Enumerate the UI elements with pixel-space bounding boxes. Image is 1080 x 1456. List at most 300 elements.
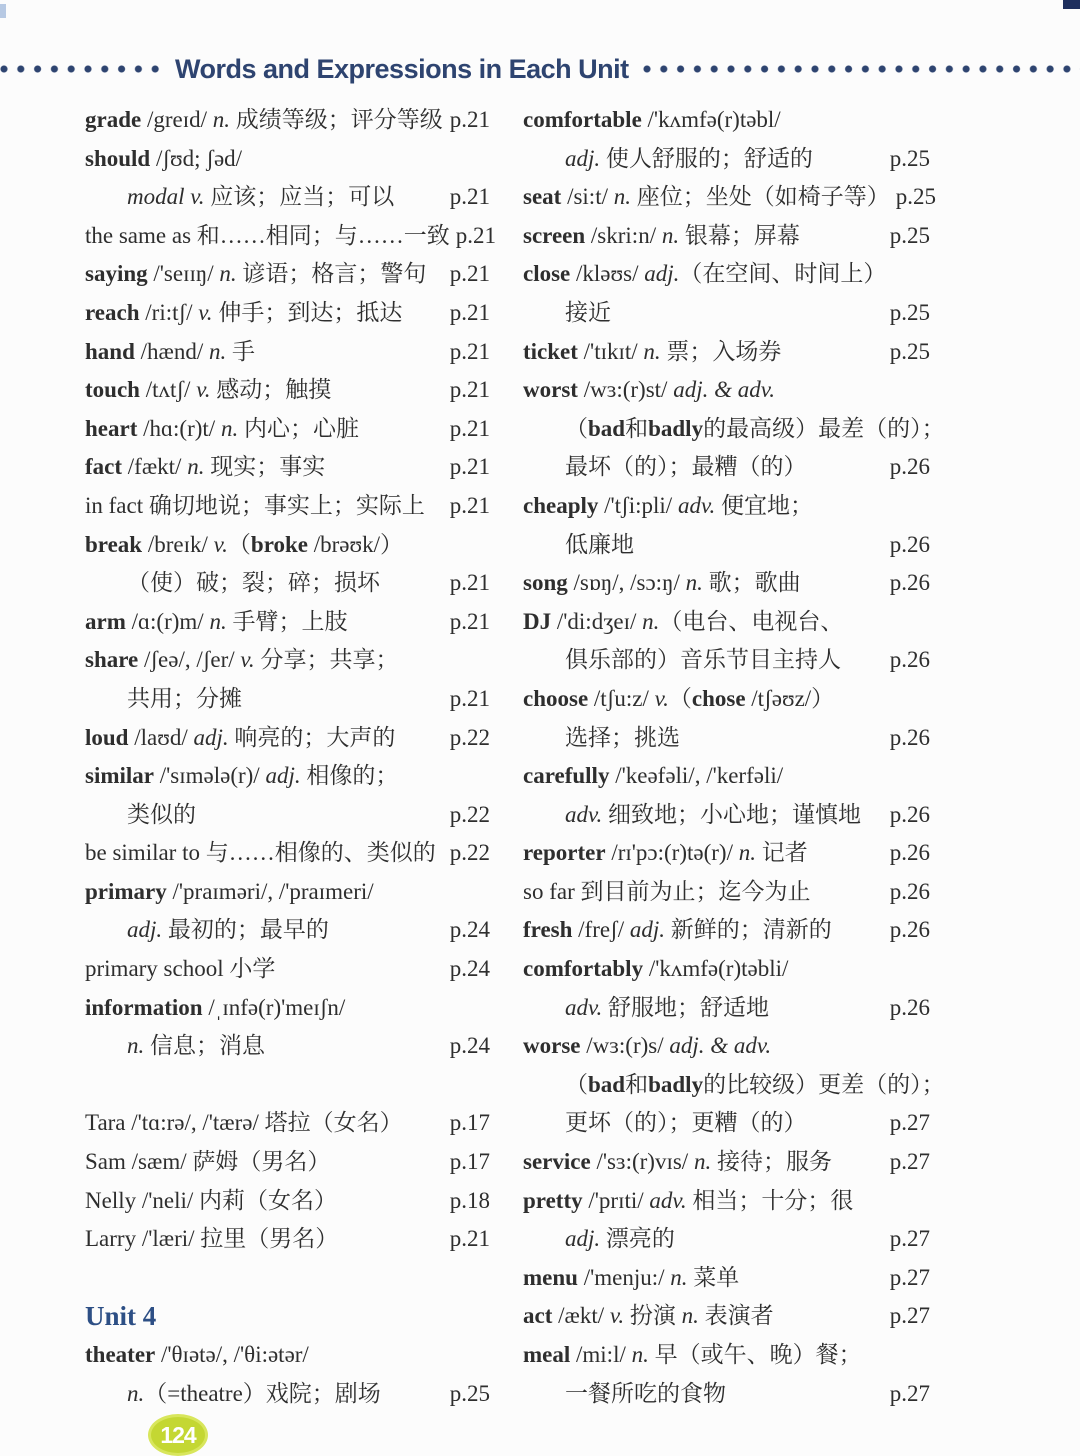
entry-text: 最坏（的）；最糟（的） <box>565 454 807 480</box>
entry-content <box>85 873 374 912</box>
entry-text: /ʃeə/, /ʃer/ <box>138 647 241 673</box>
headword: primary <box>85 878 167 904</box>
entry-content <box>523 333 781 372</box>
entry-text: 响亮的；大声的 <box>228 724 396 750</box>
headword: choose <box>523 685 589 711</box>
vocab-line <box>85 873 490 912</box>
entry-content <box>85 410 359 449</box>
vocab-line <box>85 1220 490 1259</box>
entry-content <box>523 1297 774 1336</box>
entry-content <box>85 564 380 603</box>
page-ref: p.17 <box>449 1110 490 1136</box>
entry-content <box>85 1220 338 1259</box>
entry-content <box>85 641 398 680</box>
entry-text: 成绩等级；评分等级 <box>230 107 443 132</box>
vocab-line <box>85 1027 490 1066</box>
vocab-line <box>85 526 490 565</box>
entry-content <box>523 1259 739 1298</box>
headword: reach <box>85 299 140 325</box>
vocab-line <box>523 873 930 912</box>
headword: heart <box>85 415 138 441</box>
entry-text: （ <box>565 415 588 441</box>
headword: bad <box>588 1071 626 1097</box>
vocab-line <box>523 101 930 140</box>
vocab-line <box>85 448 490 487</box>
headword: cheaply <box>523 492 599 518</box>
headword: reporter <box>523 840 606 866</box>
pos-label: n. <box>738 840 756 866</box>
entry-content <box>85 1336 309 1375</box>
entry-text: /'kʌmfə(r)təbl/ <box>641 107 781 132</box>
headword: worse <box>523 1033 581 1059</box>
vocab-line <box>85 719 490 758</box>
page-ref: p.27 <box>889 1303 930 1329</box>
dotted-line-left <box>0 65 163 73</box>
unit-heading <box>85 1297 490 1336</box>
entry-text: /'prɪti/ <box>582 1187 650 1213</box>
vocab-line <box>85 680 490 719</box>
headword: grade <box>85 107 142 132</box>
entry-text: 菜单 <box>687 1264 740 1290</box>
entry-text: （使）破；裂；碎；损坏 <box>127 570 380 596</box>
pos-label: n. <box>670 1264 688 1290</box>
vocab-line <box>85 641 490 680</box>
pos-label: adj. & adv. <box>669 1033 772 1059</box>
page-ref: p.24 <box>449 917 490 943</box>
vocab-line <box>85 217 497 256</box>
entry-content <box>523 217 800 256</box>
headword: arm <box>85 608 126 634</box>
vocab-line <box>523 448 930 487</box>
vocab-line <box>523 1182 930 1221</box>
entry-content <box>523 989 769 1028</box>
blank-line <box>85 1066 490 1105</box>
entry-text: 记者 <box>755 840 808 866</box>
pos-label: n. <box>631 1342 649 1367</box>
headword: information <box>85 994 203 1020</box>
pos-label: n. <box>693 1149 712 1175</box>
page-ref: p.26 <box>889 570 930 596</box>
vocab-line <box>85 757 490 796</box>
vocab-line <box>523 834 930 873</box>
entry-text: /ækt/ <box>552 1303 610 1329</box>
entry-text: 相当；十分；很 <box>686 1187 854 1213</box>
entry-text: /'sɜ:(r)vɪs/ <box>590 1149 694 1175</box>
entry-text: so far 到目前为止；迄今为止 <box>523 878 811 904</box>
entry-text: （ <box>565 1071 588 1097</box>
unit-heading-text: Unit 4 <box>85 1301 157 1332</box>
pos-label: n. <box>209 338 227 364</box>
pos-label: n. <box>220 415 239 441</box>
vocab-line <box>85 333 490 372</box>
pos-label: adv. <box>565 801 603 827</box>
vocab-line <box>85 911 490 950</box>
page-ref: p.26 <box>889 531 930 557</box>
headword: chose <box>691 685 746 711</box>
vocab-line <box>85 1104 490 1143</box>
vocab-line <box>523 796 930 835</box>
entry-text: /'menju:/ <box>577 1264 671 1290</box>
page-ref: p.26 <box>889 917 930 943</box>
vocab-line <box>523 911 930 950</box>
entry-content <box>85 1297 156 1338</box>
vocab-line <box>85 564 490 603</box>
page-ref: p.26 <box>889 647 930 673</box>
entry-text: /wɜ:(r)s/ <box>580 1033 670 1059</box>
pos-label: adv. <box>565 994 603 1020</box>
entry-text: 一餐所吃的食物 <box>565 1380 726 1406</box>
page-ref: p.25 <box>895 184 936 210</box>
vocab-line <box>523 1027 930 1066</box>
entry-content <box>523 1375 726 1414</box>
page-ref: p.21 <box>449 454 490 480</box>
entry-text: （在空间、时间上） <box>679 261 887 287</box>
headword: break <box>85 531 143 557</box>
headword: worst <box>523 377 578 403</box>
entry-text: 和 <box>625 415 649 441</box>
page-number: 124 <box>160 1421 196 1448</box>
entry-text: 低廉地 <box>565 531 634 557</box>
entry-text: 选择；挑选 <box>565 724 680 750</box>
entry-text: 的最高级）最差（的）； <box>703 415 945 441</box>
entry-text: /'kʌmfə(r)təbli/ <box>643 956 789 982</box>
pos-label: adv. <box>649 1187 687 1213</box>
page-ref: p.21 <box>449 261 490 287</box>
entry-text: 内心；心脏 <box>238 415 359 441</box>
headword: fresh <box>523 917 573 943</box>
entry-text: 信息；消息 <box>144 1033 265 1059</box>
entry-content <box>85 294 402 333</box>
vocab-line <box>523 1066 945 1105</box>
headword: hand <box>85 338 135 364</box>
pos-label: adj. <box>193 724 229 750</box>
pos-label: v. <box>609 1303 625 1329</box>
entry-text: /si:t/ <box>561 184 614 210</box>
headword: broke <box>250 531 308 557</box>
headword: bad <box>588 415 626 441</box>
headword: saying <box>85 261 148 287</box>
scan-artifact-top-right <box>1063 0 1080 9</box>
page-ref: p.21 <box>449 299 490 325</box>
entry-text: /skri:n/ <box>585 222 662 248</box>
entry-text: 现实；事实 <box>204 454 326 480</box>
pos-label: n. <box>661 222 680 248</box>
page-ref: p.27 <box>889 1264 930 1290</box>
entry-content <box>523 1027 771 1066</box>
pos-label: n. <box>643 338 661 364</box>
headword: fact <box>85 454 123 480</box>
vocab-line <box>523 641 930 680</box>
page-ref: p.27 <box>889 1380 930 1406</box>
vocab-column-right <box>523 101 945 1413</box>
vocab-line <box>85 834 490 873</box>
entry-text: /sɒŋ/, /sɔ:ŋ/ <box>567 570 686 596</box>
headword: seat <box>523 184 562 210</box>
headword: comfortable <box>523 107 642 132</box>
words-header <box>0 50 1080 88</box>
headword: badly <box>648 1071 704 1097</box>
entry-content <box>523 487 813 526</box>
entry-content <box>85 526 403 565</box>
pos-label: n. <box>209 608 227 634</box>
entry-content <box>85 178 394 217</box>
pos-label: n. <box>212 107 231 132</box>
entry-text: 新鲜的；清新的 <box>665 917 832 943</box>
entry-text: /wɜ:(r)st/ <box>577 377 674 403</box>
entry-content <box>523 410 945 449</box>
vocab-line <box>523 757 930 796</box>
entry-text: /tʃu:z/ <box>588 685 655 711</box>
entry-content <box>85 448 325 487</box>
headword: share <box>85 647 139 673</box>
entry-text: 票；入场券 <box>660 338 782 364</box>
entry-text: /ʃʊd; ʃəd/ <box>150 145 243 171</box>
page-ref: p.21 <box>449 184 490 210</box>
entry-text: 接待；服务 <box>711 1149 832 1175</box>
entry-text: /'seɪɪŋ/ <box>147 261 220 287</box>
page-ref: p.25 <box>449 1380 490 1406</box>
vocab-line <box>85 178 490 217</box>
entry-content <box>85 255 426 294</box>
entry-content <box>85 757 398 796</box>
vocab-line <box>85 1375 490 1414</box>
entry-content <box>85 719 395 758</box>
page-ref: p.27 <box>889 1149 930 1175</box>
page-ref: p.26 <box>889 994 930 1020</box>
entry-text: /fækt/ <box>122 454 188 480</box>
entry-text: /greɪd/ <box>141 107 213 132</box>
headword: menu <box>523 1264 578 1290</box>
vocab-line <box>85 410 490 449</box>
vocab-line <box>85 989 490 1028</box>
entry-content <box>85 1027 265 1066</box>
headword: pretty <box>523 1187 583 1213</box>
entry-content <box>85 1182 337 1221</box>
entry-content <box>85 950 275 989</box>
pos-label: adj. <box>127 917 163 943</box>
vocab-line <box>523 294 930 333</box>
vocab-line <box>523 680 930 719</box>
entry-content <box>523 757 783 796</box>
entry-text: 扮演 <box>624 1303 682 1329</box>
page-ref: p.21 <box>449 1226 490 1252</box>
page-ref: p.24 <box>449 1033 490 1059</box>
entry-text: 早（或午、晚）餐； <box>648 1342 862 1367</box>
entry-content <box>523 526 634 565</box>
entry-content <box>523 101 781 140</box>
headword: service <box>523 1149 591 1175</box>
entry-content <box>85 371 331 410</box>
pos-label: modal v. <box>127 184 205 210</box>
entry-text: /freʃ/ <box>572 917 630 943</box>
pos-label: adv. <box>677 492 716 518</box>
vocab-line <box>523 1375 930 1414</box>
entry-content <box>523 371 775 410</box>
entry-text: 表演者 <box>698 1303 774 1329</box>
headword: screen <box>523 222 586 248</box>
entry-content <box>523 834 808 873</box>
entry-text: 分享；共享； <box>254 647 399 673</box>
page-ref: p.21 <box>449 377 490 403</box>
headword: loud <box>85 724 129 750</box>
entry-text: （ <box>227 531 251 557</box>
page-ref: p.22 <box>449 801 490 827</box>
entry-content <box>85 217 450 256</box>
entry-content <box>523 796 861 835</box>
entry-text: 类似的 <box>127 801 196 827</box>
pos-label: v. <box>654 685 669 711</box>
vocab-line <box>523 1297 930 1336</box>
vocab-line <box>523 333 930 372</box>
vocab-line <box>85 101 490 140</box>
vocab-line <box>523 410 945 449</box>
entry-text: 更坏（的）；更糟（的） <box>565 1110 807 1136</box>
entry-content <box>523 603 843 642</box>
entry-text: /breɪk/ <box>142 531 214 557</box>
entry-text: be similar to 与……相像的、类似的 <box>85 840 436 866</box>
entry-content <box>523 1336 862 1375</box>
entry-content <box>523 719 680 758</box>
entry-text: 细致地；小心地；谨慎地 <box>602 801 862 827</box>
entry-content <box>523 1143 832 1182</box>
entry-text: 的比较级）更差（的）； <box>703 1071 945 1097</box>
entry-text: /laʊd/ <box>128 724 194 750</box>
entry-text: 共用；分摊 <box>127 685 242 711</box>
vocab-line <box>85 603 490 642</box>
scan-artifact-top-left <box>0 4 6 18</box>
entry-text: /rɪ'pɔ:(r)tə(r)/ <box>605 840 739 866</box>
pos-label: n. <box>613 184 631 210</box>
entry-text: /hænd/ <box>134 338 209 364</box>
entry-text: 谚语；格言；警句 <box>236 261 427 287</box>
entry-content <box>85 796 196 835</box>
vocab-line <box>523 371 930 410</box>
headword: similar <box>85 763 154 789</box>
entry-content <box>85 911 329 950</box>
page-ref: p.27 <box>889 1226 930 1252</box>
page-ref: p.26 <box>889 454 930 480</box>
entry-content <box>85 989 345 1028</box>
entry-text: Sam /sæm/ 萨姆（男名） <box>85 1149 331 1175</box>
entry-text: （ <box>668 685 692 711</box>
page-ref: p.21 <box>449 608 490 634</box>
vocab-line <box>523 1336 930 1375</box>
entry-text: /ri:tʃ/ <box>139 299 199 325</box>
page-ref: p.18 <box>449 1187 490 1213</box>
entry-text: /tʃəʊz/） <box>745 685 835 711</box>
entry-text: /'di:dʒeɪ/ <box>551 608 643 634</box>
entry-content <box>85 1143 330 1182</box>
headword: act <box>523 1303 553 1329</box>
vocab-line <box>85 255 490 294</box>
pos-label: adj. <box>644 261 680 287</box>
entry-text: /hɑ:(r)t/ <box>137 415 221 441</box>
page-ref: p.26 <box>889 801 930 827</box>
entry-content <box>85 101 443 140</box>
entry-content <box>85 834 436 873</box>
entry-text: （=theatre）戏院；剧场 <box>144 1380 381 1406</box>
pos-label: n. <box>685 570 703 596</box>
headword: ticket <box>523 338 578 364</box>
vocab-line <box>523 1143 930 1182</box>
entry-text: 伸手；到达；抵达 <box>212 299 403 325</box>
vocab-line <box>523 564 930 603</box>
pos-label: n. <box>681 1303 699 1329</box>
pos-label: n. <box>187 454 205 480</box>
entry-text: 应该；应当；可以 <box>204 184 395 210</box>
vocab-line <box>523 950 930 989</box>
entry-text: in fact 确切地说；事实上；实际上 <box>85 492 425 518</box>
page-ref: p.17 <box>449 1149 490 1175</box>
pos-label: adj. <box>565 1226 601 1252</box>
page-ref: p.21 <box>449 570 490 596</box>
entry-text: Nelly /'neli/ 内莉（女名） <box>85 1187 338 1213</box>
entry-text: 感动；触摸 <box>210 377 332 403</box>
entry-text: 舒服地；舒适地 <box>602 994 770 1020</box>
vocab-line <box>523 1104 930 1143</box>
entry-text: the same as 和……相同；与……一致 <box>85 222 450 248</box>
entry-text: /'tɪkɪt/ <box>577 338 644 364</box>
page-ref: p.25 <box>889 299 930 325</box>
vocab-line <box>523 603 930 642</box>
page-ref: p.25 <box>889 222 930 248</box>
page-ref: p.25 <box>889 145 930 171</box>
pos-label: n. <box>127 1033 145 1059</box>
entry-text: 银幕；屏幕 <box>679 222 800 248</box>
entry-content <box>85 603 347 642</box>
entry-text: 接近 <box>565 299 611 325</box>
entry-text: 和 <box>625 1071 649 1097</box>
blank-line <box>85 1259 490 1298</box>
pos-label: adj. <box>565 145 601 171</box>
page-ref: p.21 <box>449 685 490 711</box>
vocab-line <box>85 796 490 835</box>
entry-content <box>523 564 801 603</box>
entry-text: 漂亮的 <box>600 1226 675 1252</box>
headword: meal <box>523 1342 571 1367</box>
page-ref: p.24 <box>449 956 490 982</box>
page-ref: p.25 <box>889 338 930 364</box>
entry-content <box>523 178 890 217</box>
entry-text: /'keəfəli/, /'kerfəli/ <box>609 763 784 789</box>
headword: song <box>523 570 568 596</box>
pos-label: v. <box>196 377 211 403</box>
pos-label: v. <box>213 531 228 557</box>
vocab-line <box>523 255 930 294</box>
page-ref: p.21 <box>449 107 490 132</box>
entry-text: 手 <box>226 338 255 364</box>
vocab-line <box>85 1143 490 1182</box>
vocab-line <box>85 294 490 333</box>
entry-content <box>523 1220 675 1259</box>
pos-label: n. <box>219 261 237 287</box>
entry-text: 便宜地； <box>715 492 813 518</box>
entry-content <box>523 140 813 179</box>
pos-label: v. <box>240 647 255 673</box>
pos-label: v. <box>198 299 213 325</box>
headword: should <box>85 145 151 171</box>
page-ref: p.22 <box>449 840 490 866</box>
entry-content <box>523 641 841 680</box>
vocab-line <box>85 1182 490 1221</box>
vocab-line <box>523 719 930 758</box>
page-ref: p.21 <box>449 338 490 364</box>
entry-content <box>523 448 807 487</box>
entry-content <box>85 140 242 179</box>
vocab-line <box>85 371 490 410</box>
headword: theater <box>85 1342 156 1367</box>
entry-content <box>523 255 886 294</box>
